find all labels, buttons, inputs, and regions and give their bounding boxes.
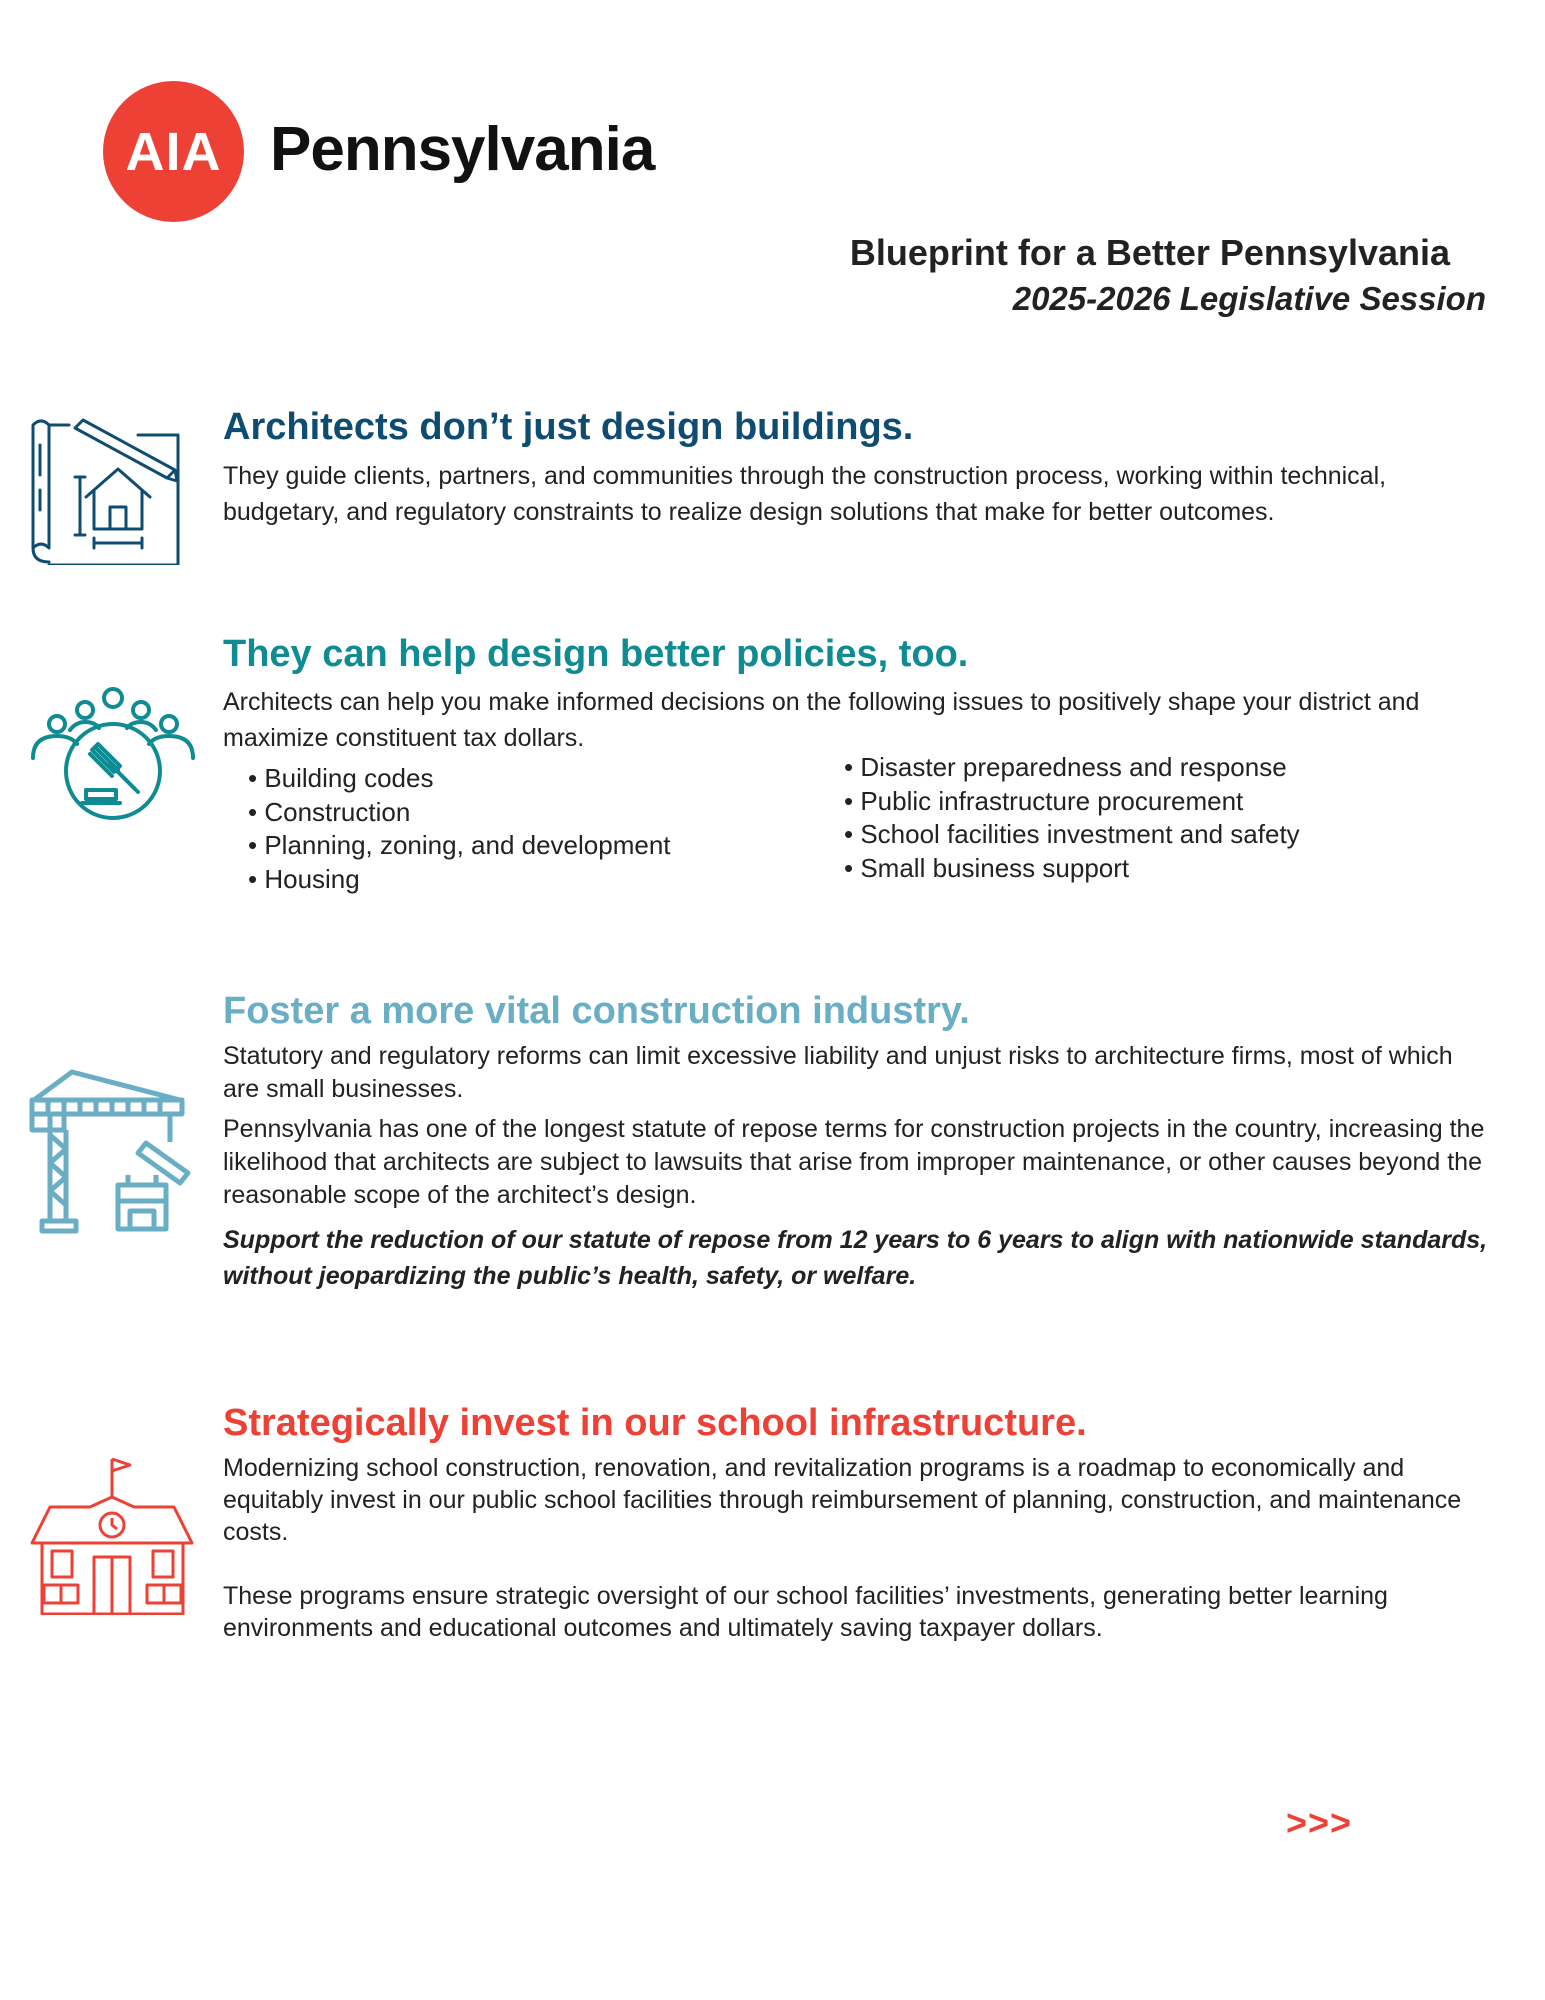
section-4-heading: Strategically invest in our school infrastructure. [223,1402,1087,1444]
issues-list-left [248,762,671,896]
list-item: • Construction [248,796,671,830]
issues-list-right [844,751,1300,885]
list-item: • Public infrastructure procurement [844,785,1300,819]
section-3-body-2: Pennsylvania has one of the longest statute of repose terms for construction projects in the country, increasing the likelihood that architects are subject to lawsuits that arise from improper maintenance, or other causes beyond the reasonable scope of the architect’s design. [223,1115,1485,1209]
logo-wordmark: Pennsylvania [270,115,655,184]
list-item: • Housing [248,863,671,897]
construction-crane-icon [28,1065,198,1235]
section-2-heading: They can help design better policies, too. [223,633,969,675]
section-1-heading: Architects don’t just design buildings. [223,406,914,448]
document-subtitle: 2025-2026 Legislative Session [1012,280,1486,317]
section-4-body-1: Modernizing school construction, renovation, and revitalization programs is a roadmap to economically and equitably invest in our public school facilities through reimbursement of planning, construction, and maintenance costs. [223,1454,1462,1546]
aia-logo-badge: AIA [103,81,244,222]
section-2-body: Architects can help you make informed decisions on the following issues to positively shape your district and maximize constituent tax dollars. [223,688,1420,752]
section-3-heading: Foster a more vital construction industry. [223,990,970,1032]
list-item: • School facilities investment and safety [844,818,1300,852]
blueprint-house-icon [28,415,188,565]
next-page-arrows[interactable]: >>> [1286,1802,1353,1843]
list-item: • Planning, zoning, and development [248,829,671,863]
list-item: • Small business support [844,852,1300,886]
list-item: • Building codes [248,762,671,796]
section-3-body-1: Statutory and regulatory reforms can limit excessive liability and unjust risks to architecture firms, most of which are small businesses. [223,1042,1453,1103]
document-title: Blueprint for a Better Pennsylvania [849,232,1450,273]
section-1-body: They guide clients, partners, and communities through the construction process, working within technical, budgetary, and regulatory constraints to realize design solutions that make for better outcomes. [223,462,1387,526]
school-building-icon [28,1455,198,1615]
section-3-callout: Support the reduction of our statute of repose from 12 years to 6 years to align with nationwide standards, without jeopardizing the public’s health, safety, or welfare. [223,1226,1488,1290]
list-item: • Disaster preparedness and response [844,751,1300,785]
community-gavel-icon [28,686,198,826]
section-4-body-2: These programs ensure strategic oversight of our school facilities’ investments, generating better learning environments and educational outcomes and ultimately saving taxpayer dollars. [223,1582,1388,1642]
